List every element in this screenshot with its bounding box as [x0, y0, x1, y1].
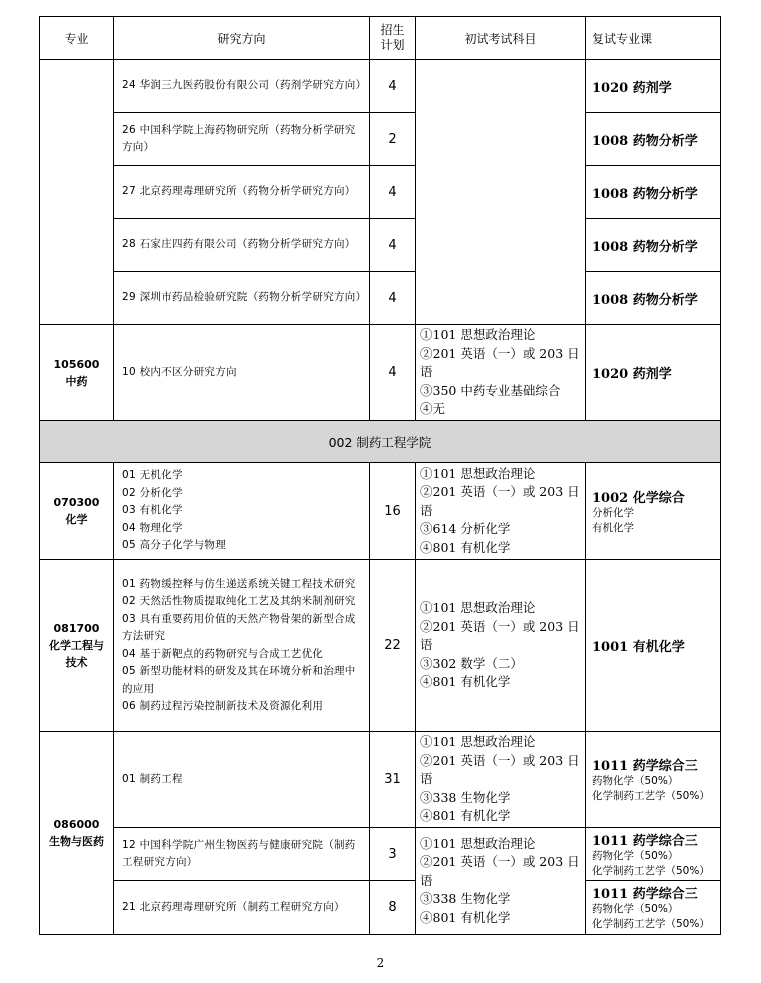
exam-item: ②201 英语（一）或 203 日语 [420, 484, 580, 518]
table-row [40, 881, 721, 935]
retest-cell: 1008 药物分析学 [586, 113, 721, 166]
direction-item: 05 高分子化学与物理 [122, 539, 226, 552]
retest-cell: 1020 药剂学 [586, 325, 721, 421]
exam-item: ③614 分析化学 [420, 521, 511, 537]
direction-cell: 12 中国科学院广州生物医药与健康研究院（制药工程研究方向） [114, 828, 370, 881]
exam-item: ④无 [420, 401, 446, 417]
major-cell [40, 560, 114, 732]
retest-title: 1011 药学综合三 [592, 887, 698, 902]
exam-item: ②201 英语（一）或 203 日语 [420, 345, 580, 380]
direction-item: 01 无机化学 [122, 469, 183, 482]
retest-sub: 药物化学（50%） [592, 849, 679, 862]
table-header-row [40, 17, 721, 60]
direction-item: 01 药物缓控释与仿生递送系统关键工程技术研究 [122, 577, 356, 590]
exam-item: ④801 有机化学 [420, 808, 511, 824]
direction-cell: 29 深圳市药品检验研究院（药物分析学研究方向） [114, 272, 370, 325]
retest-sub: 化学制药工艺学（50%） [592, 918, 710, 930]
exam-item: ②201 英语（一）或 203 日语 [420, 752, 580, 787]
retest-sub: 分析化学 [592, 506, 634, 519]
exam-item: ④801 有机化学 [420, 909, 511, 925]
retest-cell [586, 732, 721, 828]
table-row [40, 463, 721, 560]
page-number: 2 [376, 956, 385, 970]
table-row [40, 60, 721, 113]
header-major: 专业 [40, 17, 114, 60]
direction-item: 05 新型功能材料的研发及其在环境分析和治理中的应用 [122, 665, 356, 695]
plan-cell: 4 [370, 166, 416, 219]
retest-sub: 化学制药工艺学（50%） [592, 790, 710, 802]
exam-item: ①101 思想政治理论 [420, 600, 536, 616]
exam-cell [416, 463, 586, 560]
retest-cell: 1001 有机化学 [586, 560, 721, 732]
exam-cell [416, 732, 586, 828]
table-row [40, 219, 721, 272]
header-plan: 招生 计划 [370, 17, 416, 60]
major-code: 086000 [53, 818, 100, 831]
direction-cell [114, 560, 370, 732]
direction-item: 06 制药过程污染控制新技术及资源化利用 [122, 700, 324, 712]
major-code: 070300 [53, 496, 100, 509]
plan-cell: 31 [370, 732, 416, 828]
plan-cell: 4 [370, 325, 416, 421]
retest-cell [586, 828, 721, 881]
plan-cell: 4 [370, 60, 416, 113]
table-row [40, 113, 721, 166]
major-code: 105600 [53, 357, 100, 371]
major-name: 中药 [65, 374, 88, 388]
major-name: 化学 [65, 513, 88, 526]
table-row [40, 325, 721, 421]
exam-item: ②201 英语（一）或 203 日语 [420, 618, 580, 653]
plan-cell: 8 [370, 881, 416, 935]
table-row [40, 166, 721, 219]
plan-cell: 4 [370, 272, 416, 325]
direction-cell: 10 校内不区分研究方向 [114, 325, 370, 421]
table-row [40, 732, 721, 828]
header-direction: 研究方向 [114, 17, 370, 60]
exam-item: ④801 有机化学 [420, 539, 511, 555]
retest-title: 1011 药学综合三 [592, 833, 698, 849]
direction-item: 03 有机化学 [122, 504, 183, 517]
exam-cell-empty [416, 60, 586, 325]
table-row [40, 828, 721, 881]
exam-item: ③338 生物化学 [420, 891, 511, 907]
direction-item: 04 物理化学 [122, 521, 183, 534]
exam-item: ③350 中药专业基础综合 [420, 382, 561, 398]
retest-cell: 1020 药剂学 [586, 60, 721, 113]
plan-cell: 16 [370, 463, 416, 560]
retest-cell: 1008 药物分析学 [586, 166, 721, 219]
exam-item: ①101 思想政治理论 [420, 465, 536, 481]
direction-item: 02 天然活性物质提取纯化工艺及其纳米制剂研究 [122, 595, 356, 607]
exam-item: ③338 生物化学 [420, 789, 511, 805]
direction-cell: 01 制药工程 [114, 732, 370, 828]
retest-cell [586, 463, 721, 560]
exam-cell [416, 828, 586, 935]
direction-cell [114, 463, 370, 560]
exam-item: ②201 英语（一）或 203 日语 [420, 854, 580, 888]
direction-item: 02 分析化学 [122, 486, 183, 499]
exam-item: ①101 思想政治理论 [420, 327, 536, 343]
direction-cell: 27 北京药理毒理研究所（药物分析学研究方向） [114, 166, 370, 219]
exam-cell [416, 560, 586, 732]
retest-sub: 化学制药工艺学（50%） [592, 864, 710, 877]
retest-cell [586, 881, 721, 935]
retest-cell: 1008 药物分析学 [586, 219, 721, 272]
major-cell [40, 325, 114, 421]
retest-sub: 药物化学（50%） [592, 775, 679, 787]
table-row [40, 272, 721, 325]
exam-item: ④801 有机化学 [420, 674, 511, 690]
direction-item: 03 具有重要药用价值的天然产物骨架的新型合成方法研究 [122, 612, 356, 642]
direction-cell: 24 华润三九医药股份有限公司（药剂学研究方向） [114, 60, 370, 113]
retest-sub: 有机化学 [592, 521, 634, 534]
header-exam: 初试考试科目 [416, 17, 586, 60]
direction-cell: 21 北京药理毒理研究所（制药工程研究方向） [114, 881, 370, 935]
major-cell [40, 732, 114, 935]
retest-cell: 1008 药物分析学 [586, 272, 721, 325]
major-code: 081700 [53, 622, 100, 635]
major-cell [40, 463, 114, 560]
plan-cell: 2 [370, 113, 416, 166]
retest-title: 1011 药学综合三 [592, 759, 698, 774]
header-retest: 复试专业课 [586, 17, 721, 60]
major-cell-empty [40, 60, 114, 325]
exam-cell [416, 325, 586, 421]
retest-sub: 药物化学（50%） [592, 903, 679, 915]
exam-item: ①101 思想政治理论 [420, 734, 536, 750]
exam-item: ③302 数学（二） [420, 655, 523, 671]
admissions-table [39, 16, 721, 935]
direction-item: 04 基于新靶点的药物研究与合成工艺优化 [122, 647, 324, 660]
college-title: 002 制药工程学院 [40, 421, 721, 463]
plan-cell: 3 [370, 828, 416, 881]
exam-item: ①101 思想政治理论 [420, 835, 536, 851]
direction-cell: 26 中国科学院上海药物研究所（药物分析学研究方向） [114, 113, 370, 166]
plan-cell: 4 [370, 219, 416, 272]
major-name: 化学工程与技术 [49, 639, 104, 669]
college-row [40, 421, 721, 463]
direction-cell: 28 石家庄四药有限公司（药物分析学研究方向） [114, 219, 370, 272]
major-name: 生物与医药 [49, 835, 104, 848]
plan-cell: 22 [370, 560, 416, 732]
table-row [40, 560, 721, 732]
retest-title: 1002 化学综合 [592, 490, 685, 506]
